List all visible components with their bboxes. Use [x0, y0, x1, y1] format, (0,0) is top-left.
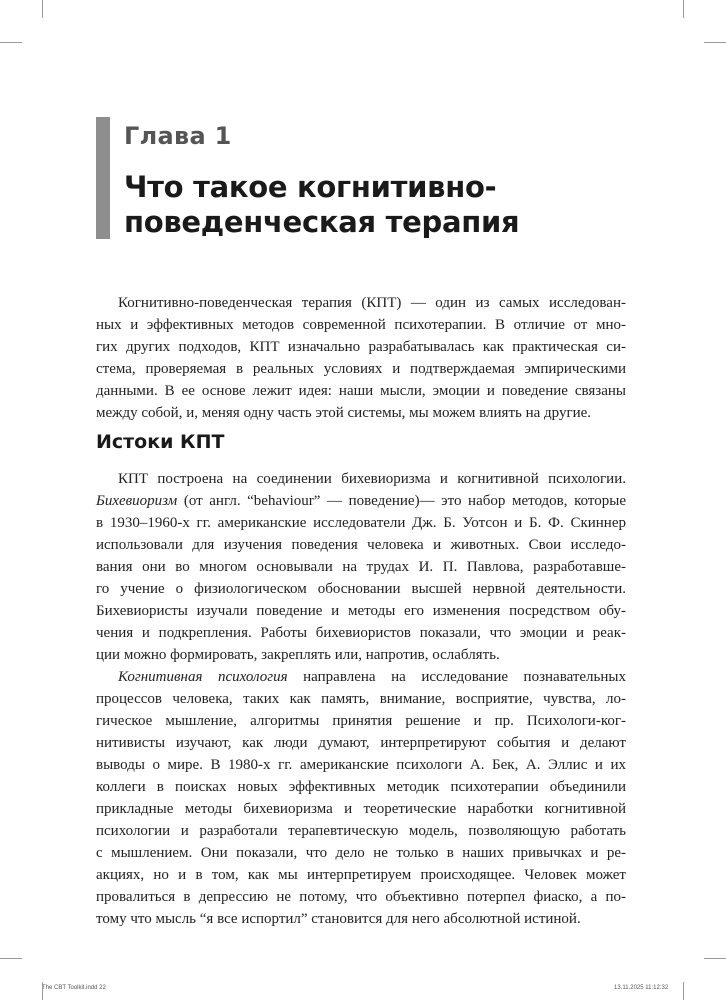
text-line: гих других подходов, КПТ изначально разрабатывалась как практическая си- — [96, 339, 626, 355]
footer-file-info: The CBT Toolkit.indd 22 — [42, 985, 106, 991]
text-line: использовали для изучения поведения человека и животных. Свои исследо- — [96, 537, 626, 553]
text-line: между собой, и, меняя одну часть этой системы, мы можем влиять на другие. — [96, 405, 592, 421]
text-line: провалиться в депрессию не потому, что объективно потерпел фиаско, а по- — [96, 889, 626, 905]
crop-mark — [0, 958, 22, 959]
crop-mark — [704, 958, 726, 959]
text-line: тому что мысль “я все испортил” становится для него абсолютной истиной. — [96, 911, 581, 927]
text-line: стема, проверяемая в реальных условиях и подтверждаемая эмпирическими — [96, 361, 626, 377]
chapter-title-line: поведенческая терапия — [124, 205, 520, 239]
crop-mark — [683, 0, 684, 18]
text-fragment: (от англ. “behaviour” — поведение)— это набор методов, которые — [177, 493, 626, 509]
text-line: КПТ построена на соединении бихевиоризма и когнитивной психологии. — [118, 471, 626, 487]
chapter-title — [124, 170, 644, 240]
text-line: ных и эффективных методов современной психотерапии. В отличие от мно- — [96, 317, 626, 333]
text-line: психологии и разработали терапевтическую модель, позволяющую работать — [96, 823, 626, 839]
text-fragment: направлена на исследование познавательных — [287, 669, 626, 685]
crop-mark — [0, 42, 22, 43]
text-line: акциях, но и в том, как мы интерпретируем происходящее. Человек может — [96, 867, 626, 883]
text-line: Бихевиористы изучали поведение и методы его изменения посредством обу- — [96, 603, 626, 619]
text-line: гическое мышление, алгоритмы принятия решение и пр. Психологи-ког- — [96, 713, 626, 729]
section-heading: Истоки КПТ — [96, 431, 225, 453]
body-paragraph — [96, 468, 626, 666]
text-line: чения и подкрепления. Работы бихевиористов показали, что эмоции и реак- — [96, 625, 626, 641]
text-line: процессов человека, таких как память, внимание, восприятие, чувства, ло- — [96, 691, 626, 707]
intro-paragraph — [96, 292, 626, 424]
footer-timestamp: 13.11.2025 11:12:32 — [614, 985, 669, 991]
crop-mark — [683, 982, 684, 1000]
chapter-accent-bar — [96, 117, 110, 239]
text-line — [96, 490, 626, 512]
crop-mark — [42, 0, 43, 18]
text-line — [96, 666, 626, 688]
text-line: с мышлением. Они показали, что дело не только в наших привычках и ре- — [96, 845, 626, 861]
text-line: ции можно формировать, закреплять или, напротив, ослаблять. — [96, 647, 500, 663]
text-line: прикладные методы бихевиоризма и теоретические наработки когнитивной — [96, 801, 626, 817]
text-line: нитивисты изучают, как люди думают, интерпретируют события и делают — [96, 735, 626, 751]
text-line: выводы о мире. В 1980-х гг. американские психологи А. Бек, А. Эллис и их — [96, 757, 626, 773]
text-line: данными. В ее основе лежит идея: наши мысли, эмоции и поведение связаны — [96, 383, 626, 399]
text-line: коллеги в поисках новых эффективных методик психотерапии объединили — [96, 779, 626, 795]
body-paragraph — [96, 666, 626, 930]
text-line: го учение о физиологическом обосновании высшей нервной деятельности. — [96, 581, 626, 597]
chapter-label: Глава 1 — [124, 122, 232, 150]
term-cognitive-psychology: Когнитивная психология — [118, 669, 288, 685]
text-line: Когнитивно-поведенческая терапия (КПТ) — один из самых исследован- — [118, 295, 626, 311]
chapter-title-line: Что такое когнитивно- — [124, 170, 497, 204]
text-line: вания они во многом основывали на трудах И. П. Павлова, разработавше- — [96, 559, 626, 575]
term-behaviorism: Бихевиоризм — [96, 493, 178, 509]
text-line: в 1930–1960-х гг. американские исследователи Дж. Б. Уотсон и Б. Ф. Скиннер — [96, 515, 626, 531]
crop-mark — [704, 42, 726, 43]
